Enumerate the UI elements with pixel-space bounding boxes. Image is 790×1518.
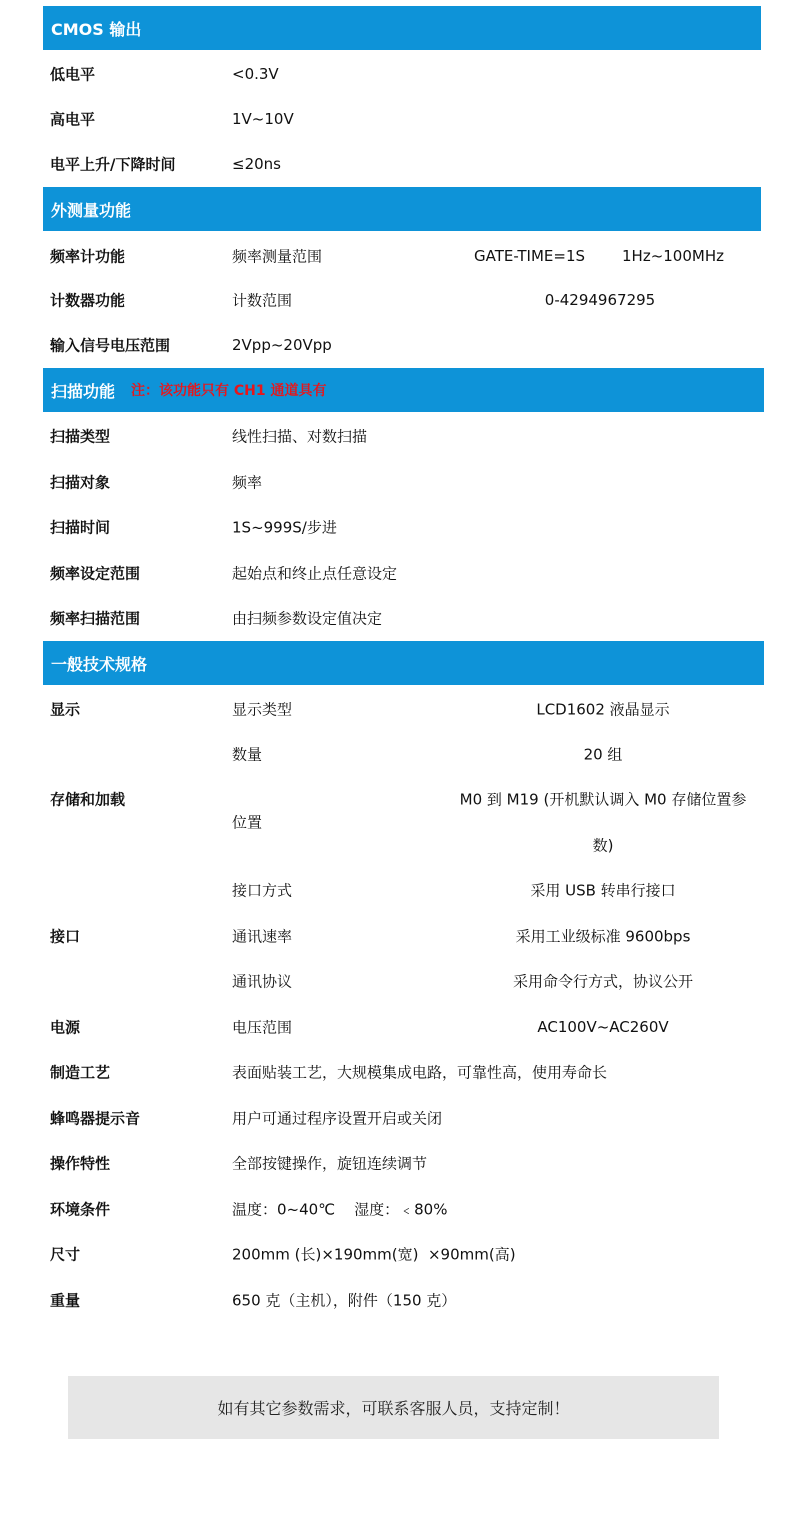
spec-label: 计数器功能 [50,291,126,310]
spec-row [0,1285,790,1315]
spec-sub-label: 通讯协议 [232,972,293,991]
section-title: 外测量功能 [51,200,132,220]
spec-sub-label: 计数范围 [232,291,293,310]
spec-row [0,558,790,588]
spec-row-frequency-counter [0,241,790,271]
section-header-general [43,641,764,685]
spec-row [0,421,790,451]
spec-row [0,1239,790,1269]
spec-value: 表面贴装工艺，大规模集成电路，可靠性高，使用寿命长 [232,1063,608,1082]
spec-label: 电源 [50,1018,81,1037]
spec-row-storage-count [0,739,790,769]
spec-value: ≤20ns [232,155,281,173]
spec-row-storage-position-cont [0,830,790,860]
spec-value: 由扫频参数设定值决定 [232,609,383,628]
spec-row-interface-mode [0,875,790,905]
spec-row [0,59,790,89]
spec-value: 起始点和终止点任意设定 [232,564,398,583]
spec-label: 高电平 [50,110,96,129]
spec-label: 制造工艺 [50,1063,111,1082]
section-header-measure [43,187,761,231]
spec-row [0,149,790,179]
spec-label: 环境条件 [50,1200,111,1219]
spec-value: 1Hz~100MHz [622,247,724,265]
spec-value: 频率 [232,473,263,492]
spec-label: 扫描对象 [50,473,111,492]
spec-label: 扫描类型 [50,427,111,446]
spec-gate-time: GATE-TIME=1S [474,247,586,265]
spec-row-power [0,1012,790,1042]
spec-row [0,467,790,497]
spec-label: 频率扫描范围 [50,609,141,628]
spec-value: <0.3V [232,65,279,83]
spec-label: 扫描时间 [50,518,111,537]
spec-value: 全部按键操作，旋钮连续调节 [232,1154,428,1173]
spec-label: 频率设定范围 [50,564,141,583]
spec-row [0,603,790,633]
spec-value: 采用工业级标准 9600bps [515,927,691,946]
spec-label: 显示 [50,700,81,719]
spec-row-interface-rate [0,921,790,951]
spec-sub-label: 位置 [232,813,263,832]
spec-row [0,1057,790,1087]
spec-sub-label: 频率测量范围 [232,247,323,266]
spec-sub-label: 通讯速率 [232,927,293,946]
spec-label: 接口 [50,927,81,946]
spec-value: 0-4294967295 [544,291,656,309]
section-header-sweep [43,368,764,412]
spec-row-input [0,330,790,360]
section-title: 扫描功能 [51,381,116,401]
spec-label: 电平上升/下降时间 [50,155,176,174]
spec-label: 重量 [50,1291,81,1310]
section-title: CMOS 输出 [51,19,142,39]
spec-label: 输入信号电压范围 [50,336,171,355]
spec-sub-label: 接口方式 [232,881,293,900]
spec-value-line2: 数) [592,836,614,855]
spec-label: 频率计功能 [50,247,126,266]
spec-row-counter [0,285,790,315]
spec-row [0,1194,790,1224]
spec-row [0,512,790,542]
spec-value: 200mm (长)×190mm(宽) ×90mm(高) [232,1245,516,1264]
section-header-cmos [43,6,761,50]
banner-text: 如有其它参数需求，可联系客服人员，支持定制！ [217,1399,570,1418]
spec-value: 1V~10V [232,110,294,128]
spec-row [0,1103,790,1133]
spec-row [0,1148,790,1178]
section-title: 一般技术规格 [51,654,148,674]
spec-sub-label: 数量 [232,745,263,764]
spec-label: 操作特性 [50,1154,111,1173]
spec-label: 蜂鸣器提示音 [50,1109,141,1128]
section-note: 注：该功能只有 CH1 通道具有 [131,383,327,399]
spec-row-interface-protocol [0,966,790,996]
spec-value: 温度：0~40℃ 湿度：﹤80% [232,1200,448,1219]
spec-value: AC100V~AC260V [537,1018,669,1036]
spec-value: 线性扫描、对数扫描 [232,427,368,446]
spec-value: 650 克（主机），附件（150 克） [232,1291,457,1310]
spec-sub-label: 显示类型 [232,700,293,719]
spec-sub-label: 电压范围 [232,1018,293,1037]
spec-value: 采用命令行方式，协议公开 [512,972,694,991]
spec-label: 尺寸 [50,1245,81,1264]
spec-value-line1: M0 到 M19 (开机默认调入 M0 存储位置参 [459,790,747,809]
spec-value: 2Vpp~20Vpp [232,336,332,354]
spec-value: LCD1602 液晶显示 [536,700,670,719]
spec-value: 用户可通过程序设置开启或关闭 [232,1109,443,1128]
spec-row-display [0,694,790,724]
spec-label: 存储和加载 [50,790,126,809]
spec-value: 采用 USB 转串行接口 [530,881,676,900]
spec-row [0,104,790,134]
spec-label: 低电平 [50,65,96,84]
custom-request-banner [68,1376,719,1439]
spec-value: 1S~999S/步进 [232,518,337,537]
spec-value: 20 组 [583,745,623,764]
